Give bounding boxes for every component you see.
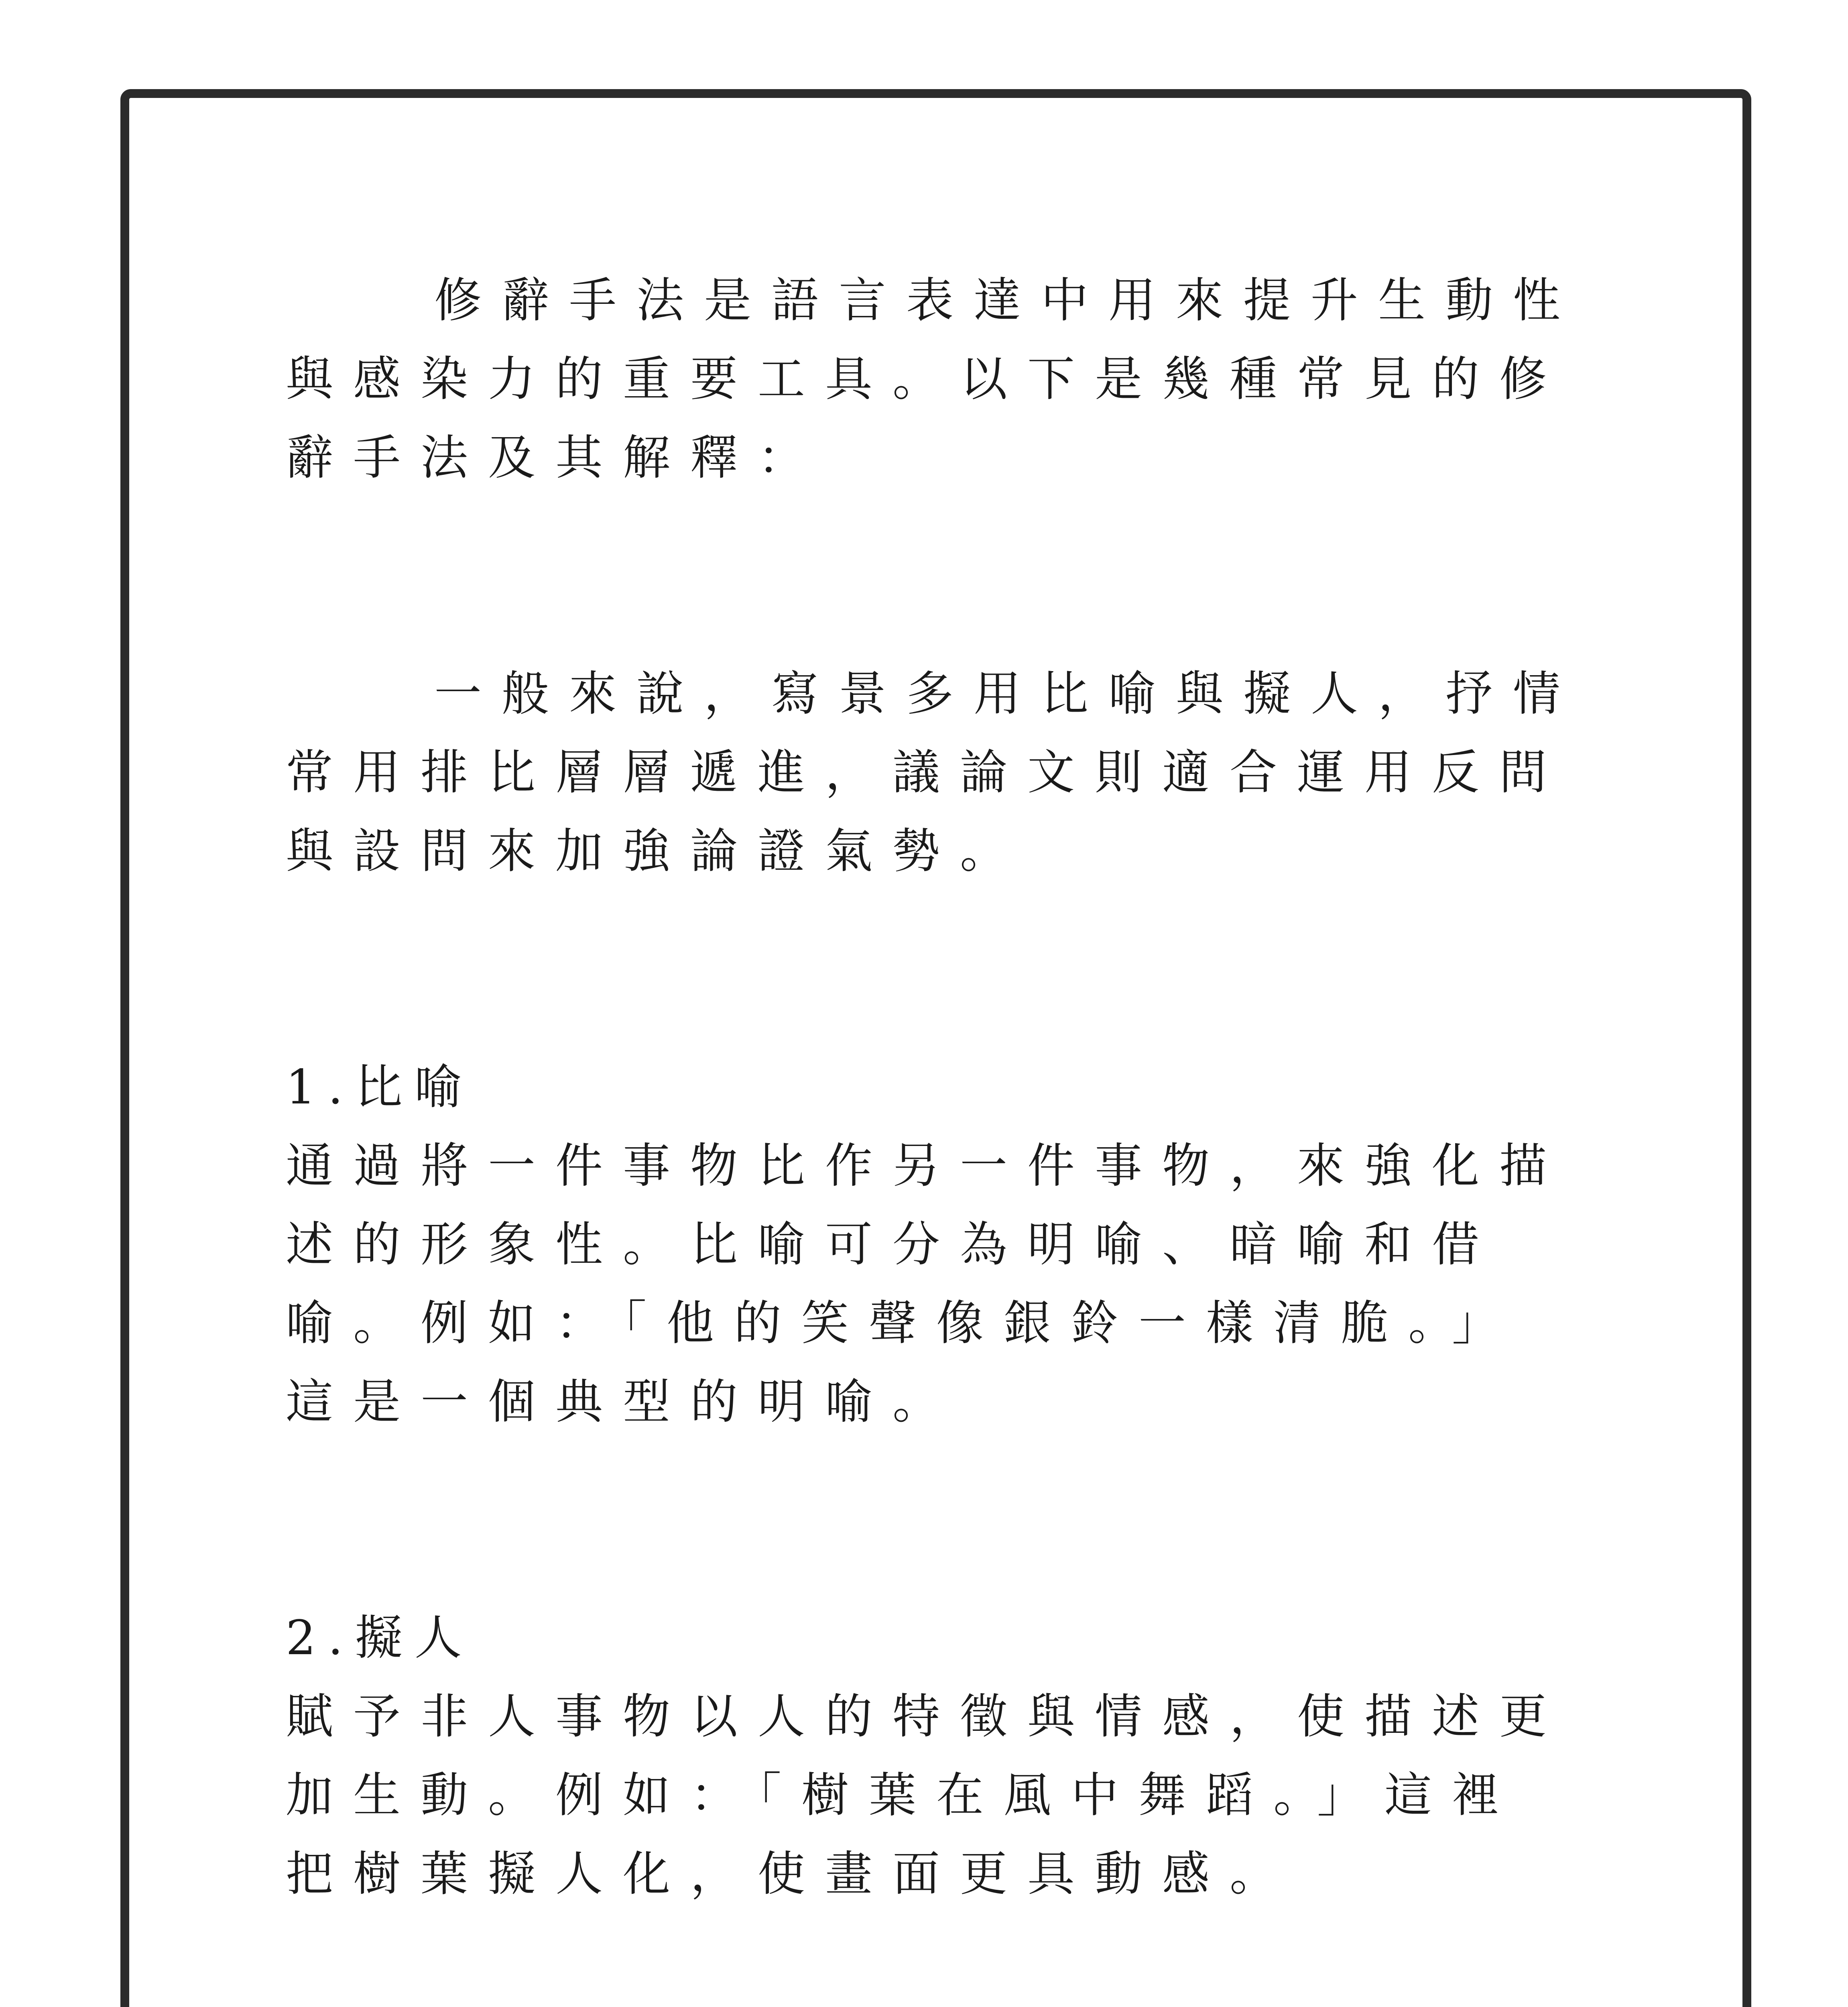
section-line: 喻。例如：「他的笑聲像銀鈴一樣清脆。」 (286, 1295, 1520, 1351)
section-heading: 2.擬人 (286, 1610, 474, 1665)
section-personification (286, 1598, 1594, 1913)
overview-line: 與設問來加強論證氣勢。 (286, 823, 1028, 879)
article-body (286, 261, 1594, 2007)
paragraph-spacer (286, 890, 1594, 1048)
intro-line: 修辭手法是語言表達中用來提升生動性 (434, 273, 1581, 328)
section-line: 賦予非人事物以人的特徵與情感，使描述更 (286, 1689, 1567, 1744)
paragraph-spacer (286, 497, 1594, 654)
section-heading: 1.比喻 (286, 1059, 474, 1115)
paragraph-spacer (286, 1441, 1594, 1598)
intro-line: 與感染力的重要工具。以下是幾種常見的修 (286, 351, 1567, 407)
intro-line: 辭手法及其解釋： (286, 430, 825, 485)
section-line: 這是一個典型的明喻。 (286, 1374, 960, 1429)
section-simile (286, 1048, 1594, 1441)
section-line: 加生動。例如：「樹葉在風中舞蹈。」這裡 (286, 1767, 1520, 1823)
paragraph-spacer (286, 1913, 1594, 2007)
section-line: 通過將一件事物比作另一件事物，來強化描 (286, 1138, 1567, 1193)
section-line: 述的形象性。比喻可分為明喻、暗喻和借 (286, 1217, 1500, 1272)
overview-paragraph (286, 654, 1594, 890)
overview-line: 一般來說，寫景多用比喻與擬人，抒情 (434, 666, 1581, 721)
overview-line: 常用排比層層遞進，議論文則適合運用反問 (286, 745, 1567, 800)
section-line: 把樹葉擬人化，使畫面更具動感。 (286, 1846, 1297, 1901)
intro-paragraph (286, 261, 1594, 497)
